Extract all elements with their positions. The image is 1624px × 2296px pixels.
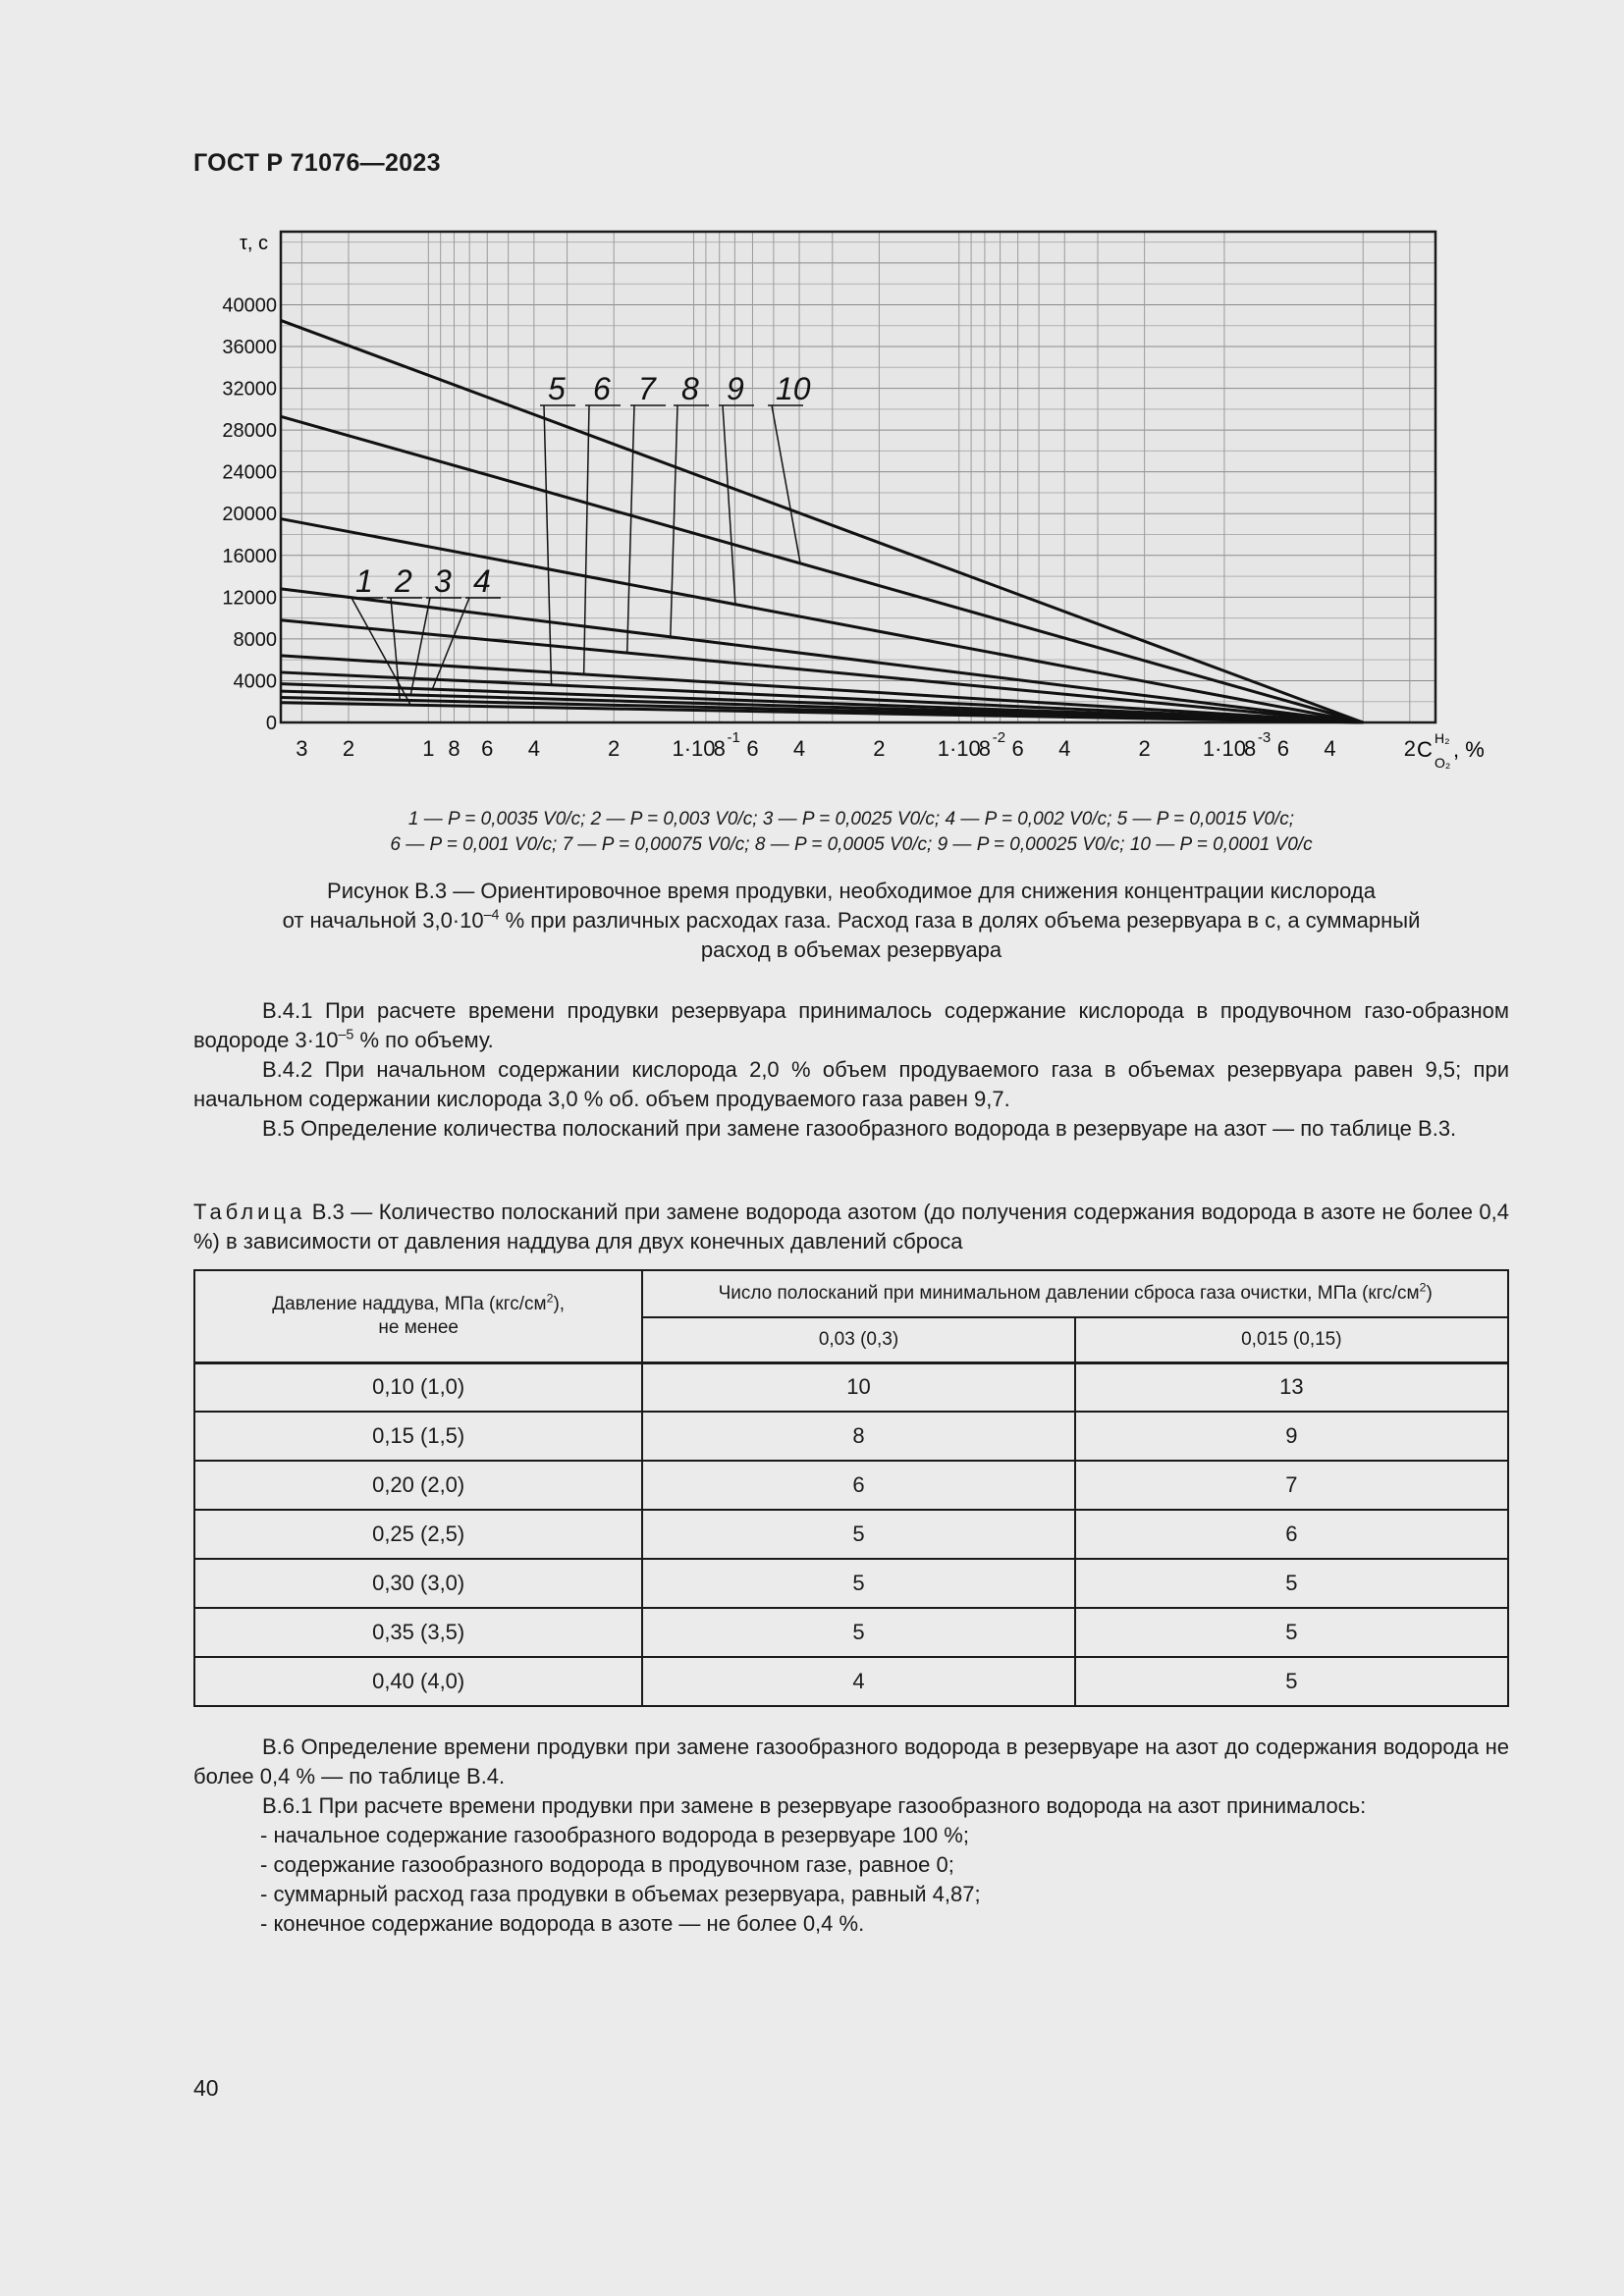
table-cell: 0,20 (2,0) bbox=[194, 1461, 642, 1510]
x-tick-label: 6 bbox=[746, 736, 759, 761]
table-header-group: Число полосканий при минимальном давлении сброса газа очистки, МПа $(кгс/см^2)$ bbox=[642, 1270, 1508, 1317]
x-tick-label: 4 bbox=[527, 736, 540, 761]
x-tick-label: 4 bbox=[792, 736, 806, 761]
x-axis-label-sup: H₂ bbox=[1435, 730, 1450, 746]
x-tick-label: 4 bbox=[1324, 736, 1336, 761]
x-tick-label: 1·10 bbox=[1202, 736, 1246, 761]
y-tick-label: 4000 bbox=[233, 670, 277, 693]
y-tick-label: 16000 bbox=[222, 545, 277, 567]
table-cell: 5 bbox=[1075, 1608, 1508, 1657]
table-subheader-2: 0,015 (0,15) bbox=[1075, 1317, 1508, 1362]
table-header-pressure: Давление наддува, МПа $(кгс/см^2)$, не менее bbox=[194, 1270, 642, 1362]
curve-number-label: 10 bbox=[776, 371, 811, 406]
y-tick-label: 32000 bbox=[222, 378, 277, 400]
table-title: Таблица В.3 — Количество полосканий при замене водорода азотом (до получения содержания водорода в азоте не более 0,4 %) в зависимости от давления наддува для двух конечных давлений сброса bbox=[193, 1200, 1509, 1254]
x-tick-label: 2 bbox=[342, 736, 355, 761]
table-row bbox=[194, 1412, 1508, 1461]
page-number: 40 bbox=[193, 2075, 219, 2101]
table-cell: 6 bbox=[642, 1461, 1074, 1510]
x-tick-label: 6 bbox=[481, 736, 494, 761]
y-tick-label: 24000 bbox=[222, 461, 277, 484]
x-tick-label: 1·10 bbox=[937, 736, 981, 761]
table-cell: 0,10 (1,0) bbox=[194, 1362, 642, 1412]
table-row bbox=[194, 1608, 1508, 1657]
curve-number-label: 6 bbox=[593, 371, 611, 406]
x-tick-exponent: -2 bbox=[992, 729, 1006, 746]
curve-number-label: 3 bbox=[434, 563, 452, 599]
x-axis-label-sub: O₂ bbox=[1435, 755, 1451, 771]
x-tick-label: 2 bbox=[873, 736, 886, 761]
table-row bbox=[194, 1461, 1508, 1510]
figure-legend-line-1: 1 — P = 0,0035 V0/c; 2 — P = 0,003 V0/c; 3 — P = 0,0025 V0/c; 4 — P = 0,002 V0/c; 5 — P = 0,0015 V0/c; bbox=[407, 809, 1295, 829]
y-tick-label: 40000 bbox=[222, 294, 277, 317]
x-tick-label: 3 bbox=[296, 736, 308, 761]
table-cell: 0,15 (1,5) bbox=[194, 1412, 642, 1461]
table-cell: 0,25 (2,5) bbox=[194, 1510, 642, 1559]
paragraph-b6-1: В.6.1 При расчете времени продувки при замене в резервуаре газообразного водорода на азот принималось: bbox=[262, 1793, 1367, 1818]
table-cell: 5 bbox=[642, 1559, 1074, 1608]
y-tick-label: 8000 bbox=[233, 628, 277, 651]
table-cell: 6 bbox=[1075, 1510, 1508, 1559]
paragraph-b4-1: В.4.1 При расчете времени продувки резервуара принималось содержание кислорода в продувочном газо-образном водороде $3\cdot 10^{-5}$ % по объему. bbox=[193, 998, 1509, 1052]
y-tick-label: 0 bbox=[265, 713, 277, 734]
y-tick-label: 12000 bbox=[222, 587, 277, 610]
x-tick-label: 8 bbox=[1244, 736, 1257, 761]
paragraph-b6: В.6 Определение времени продувки при замене газообразного водорода в резервуаре на азот до содержания водорода не более 0,4 % — по таблице В.4. bbox=[193, 1735, 1509, 1789]
table-row bbox=[194, 1362, 1508, 1412]
table-cell: 5 bbox=[1075, 1559, 1508, 1608]
x-tick-label: 2 bbox=[1138, 736, 1151, 761]
curve-number-label: 7 bbox=[638, 371, 656, 406]
list-item: - конечное содержание водорода в азоте — не более 0,4 %. bbox=[260, 1911, 865, 1936]
curve-number-label: 2 bbox=[395, 563, 412, 599]
table-cell: 5 bbox=[642, 1608, 1074, 1657]
table-cell: 8 bbox=[642, 1412, 1074, 1461]
curve-number-label: 5 bbox=[548, 371, 566, 406]
table-cell: 4 bbox=[642, 1657, 1074, 1706]
curve-number-label: 1 bbox=[355, 563, 373, 599]
list-item: - начальное содержание газообразного водорода в резервуаре 100 %; bbox=[260, 1823, 969, 1847]
figure-caption-line-1: Рисунок В.3 — Ориентировочное время продувки, необходимое для снижения концентрации кислорода bbox=[327, 879, 1376, 903]
rinse-count-table bbox=[193, 1269, 1509, 1707]
y-tick-label: 36000 bbox=[222, 337, 277, 359]
curve-number-label: 4 bbox=[473, 563, 491, 599]
table-cell: 10 bbox=[642, 1362, 1074, 1412]
paragraph-b5: В.5 Определение количества полосканий при замене газообразного водорода в резервуаре на азот — по таблице В.3. bbox=[262, 1116, 1457, 1141]
x-tick-exponent: -1 bbox=[727, 729, 740, 746]
y-tick-label: 28000 bbox=[222, 420, 277, 443]
x-tick-exponent: -3 bbox=[1257, 729, 1272, 746]
table-cell: 5 bbox=[642, 1510, 1074, 1559]
table-cell: 0,40 (4,0) bbox=[194, 1657, 642, 1706]
paragraph-b4-2: В.4.2 При начальном содержании кислорода 2,0 % объем продуваемого газа в объемах резервуара равен 9,5; при начальном содержании кислорода 3,0 % об. объем продуваемого газа равен 9,7. bbox=[193, 1057, 1509, 1111]
x-tick-label: 1·10 bbox=[672, 736, 716, 761]
table-cell: 13 bbox=[1075, 1362, 1508, 1412]
y-axis-label: τ, с bbox=[240, 233, 269, 254]
table-cell: 7 bbox=[1075, 1461, 1508, 1510]
x-axis-label-main: C bbox=[1417, 737, 1433, 762]
figure-caption-line-2: от начальной $3,0\cdot 10^{-4}$ % при различных расходах газа. Расход газа в долях объема резервуара в с, а суммарный bbox=[282, 907, 1421, 933]
x-tick-label: 8 bbox=[448, 736, 460, 761]
curve-number-label: 9 bbox=[727, 371, 744, 406]
figure-caption-line-3: расход в объемах резервуара bbox=[700, 937, 1002, 962]
table-cell: 0,35 (3,5) bbox=[194, 1608, 642, 1657]
list-item: - содержание газообразного водорода в продувочном газе, равное 0; bbox=[260, 1852, 954, 1877]
x-tick-label: 8 bbox=[978, 736, 992, 761]
x-axis-label-unit: , % bbox=[1453, 737, 1485, 762]
x-axis-label bbox=[1417, 730, 1485, 771]
list-item: - суммарный расход газа продувки в объемах резервуара, равный 4,87; bbox=[260, 1882, 981, 1906]
table-cell: 0,30 (3,0) bbox=[194, 1559, 642, 1608]
document-header: ГОСТ Р 71076—2023 bbox=[193, 149, 441, 177]
x-tick-label: 8 bbox=[713, 736, 726, 761]
table-row bbox=[194, 1559, 1508, 1608]
curve-number-label: 8 bbox=[681, 371, 699, 406]
x-tick-label: 6 bbox=[1276, 736, 1290, 761]
x-tick-label: 1 bbox=[422, 736, 435, 761]
table-cell: 5 bbox=[1075, 1657, 1508, 1706]
y-tick-label: 20000 bbox=[222, 504, 277, 526]
table-row bbox=[194, 1510, 1508, 1559]
x-tick-label: 6 bbox=[1011, 736, 1024, 761]
x-tick-label: 4 bbox=[1058, 736, 1071, 761]
purge-time-chart bbox=[0, 0, 1624, 805]
x-tick-label: 2 bbox=[608, 736, 621, 761]
figure-legend-line-2: 6 — P = 0,001 V0/c; 7 — P = 0,00075 V0/c; 8 — P = 0,0005 V0/c; 9 — P = 0,00025 V0/c; 10 — P = 0,0001 V0/c bbox=[390, 834, 1313, 855]
table-row bbox=[194, 1657, 1508, 1706]
x-tick-label: 2 bbox=[1403, 736, 1416, 761]
table-cell: 9 bbox=[1075, 1412, 1508, 1461]
table-subheader-1: 0,03 (0,3) bbox=[642, 1317, 1074, 1362]
